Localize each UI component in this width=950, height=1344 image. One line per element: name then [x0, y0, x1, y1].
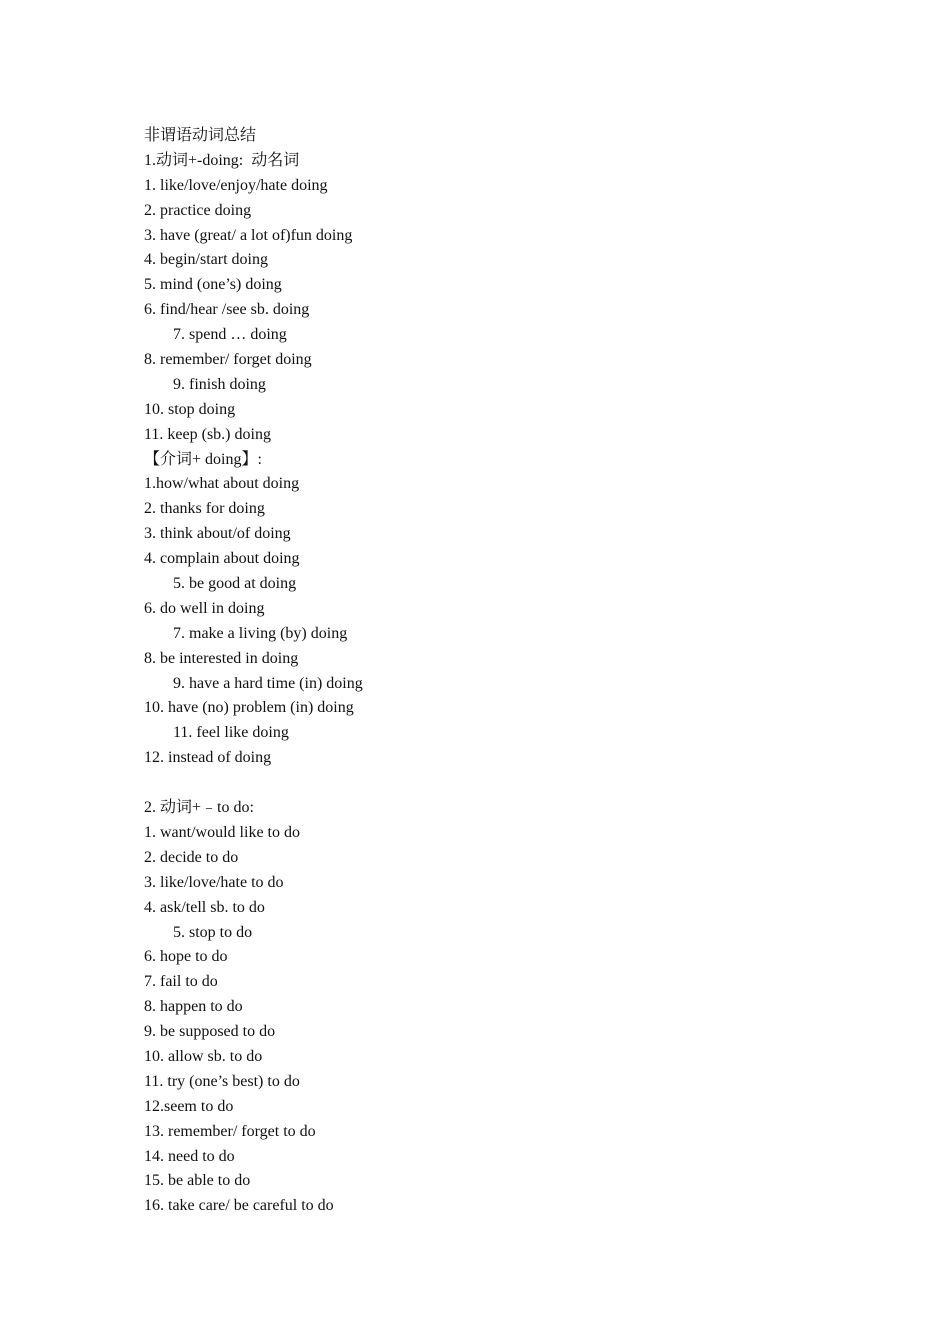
list-item: 7. fail to do: [144, 973, 218, 991]
list-item: 10. allow sb. to do: [144, 1047, 263, 1065]
list-item: 12. instead of doing: [144, 749, 272, 767]
list-item: 4. complain about doing: [144, 550, 300, 568]
list-item: 4. ask/tell sb. to do: [144, 898, 265, 916]
list-item: 4. begin/start doing: [144, 251, 268, 269]
list-item: 10. stop doing: [144, 400, 236, 418]
list-item: 5. be good at doing: [173, 575, 297, 593]
list-item: 6. find/hear /see sb. doing: [144, 301, 310, 319]
list-item: 1. want/would like to do: [144, 823, 300, 841]
list-item: 1.how/what about doing: [144, 475, 300, 493]
list-item: 14. need to do: [144, 1147, 235, 1165]
list-item: 15. be able to do: [144, 1172, 251, 1190]
list-item: 3. have (great/ a lot of)fun doing: [144, 226, 353, 244]
list-item: 5. stop to do: [173, 923, 253, 941]
document-title: 非谓语动词总结: [144, 127, 257, 144]
list-item: 6. hope to do: [144, 948, 228, 966]
list-item: 3. think about/of doing: [144, 525, 291, 543]
list-item: 2. practice doing: [144, 201, 252, 219]
list-item: 13. remember/ forget to do: [144, 1122, 316, 1140]
list-item: 2. thanks for doing: [144, 500, 265, 518]
list-item: 7. spend … doing: [173, 326, 287, 344]
list-item: 2. decide to do: [144, 848, 239, 866]
section-heading-preposition: 【介词+ doing】:: [144, 450, 262, 468]
list-item: 8. happen to do: [144, 998, 243, 1016]
list-item: 3. like/love/hate to do: [144, 873, 284, 891]
list-item: 9. be supposed to do: [144, 1023, 276, 1041]
list-item: 7. make a living (by) doing: [173, 624, 348, 642]
list-item: 11. feel like doing: [173, 724, 289, 742]
section-heading-infinitive: 2. 动词+﹣to do:: [144, 799, 254, 817]
list-item: 11. try (one’s best) to do: [144, 1072, 300, 1090]
list-item: 16. take care/ be careful to do: [144, 1197, 334, 1215]
section-heading-gerund: 1.动词+-doing: 动名词: [144, 151, 300, 169]
list-item: 9. have a hard time (in) doing: [173, 674, 363, 692]
list-item: 5. mind (one’s) doing: [144, 276, 282, 294]
list-item: 10. have (no) problem (in) doing: [144, 699, 354, 717]
list-item: 8. be interested in doing: [144, 649, 299, 667]
list-item: 12.seem to do: [144, 1097, 234, 1115]
list-item: 1. like/love/enjoy/hate doing: [144, 176, 328, 194]
list-item: 6. do well in doing: [144, 599, 265, 617]
list-item: 11. keep (sb.) doing: [144, 425, 271, 443]
document-body: [144, 124, 804, 1219]
list-item: 9. finish doing: [173, 375, 266, 393]
blank-line: [144, 771, 804, 796]
list-item: 8. remember/ forget doing: [144, 351, 312, 369]
